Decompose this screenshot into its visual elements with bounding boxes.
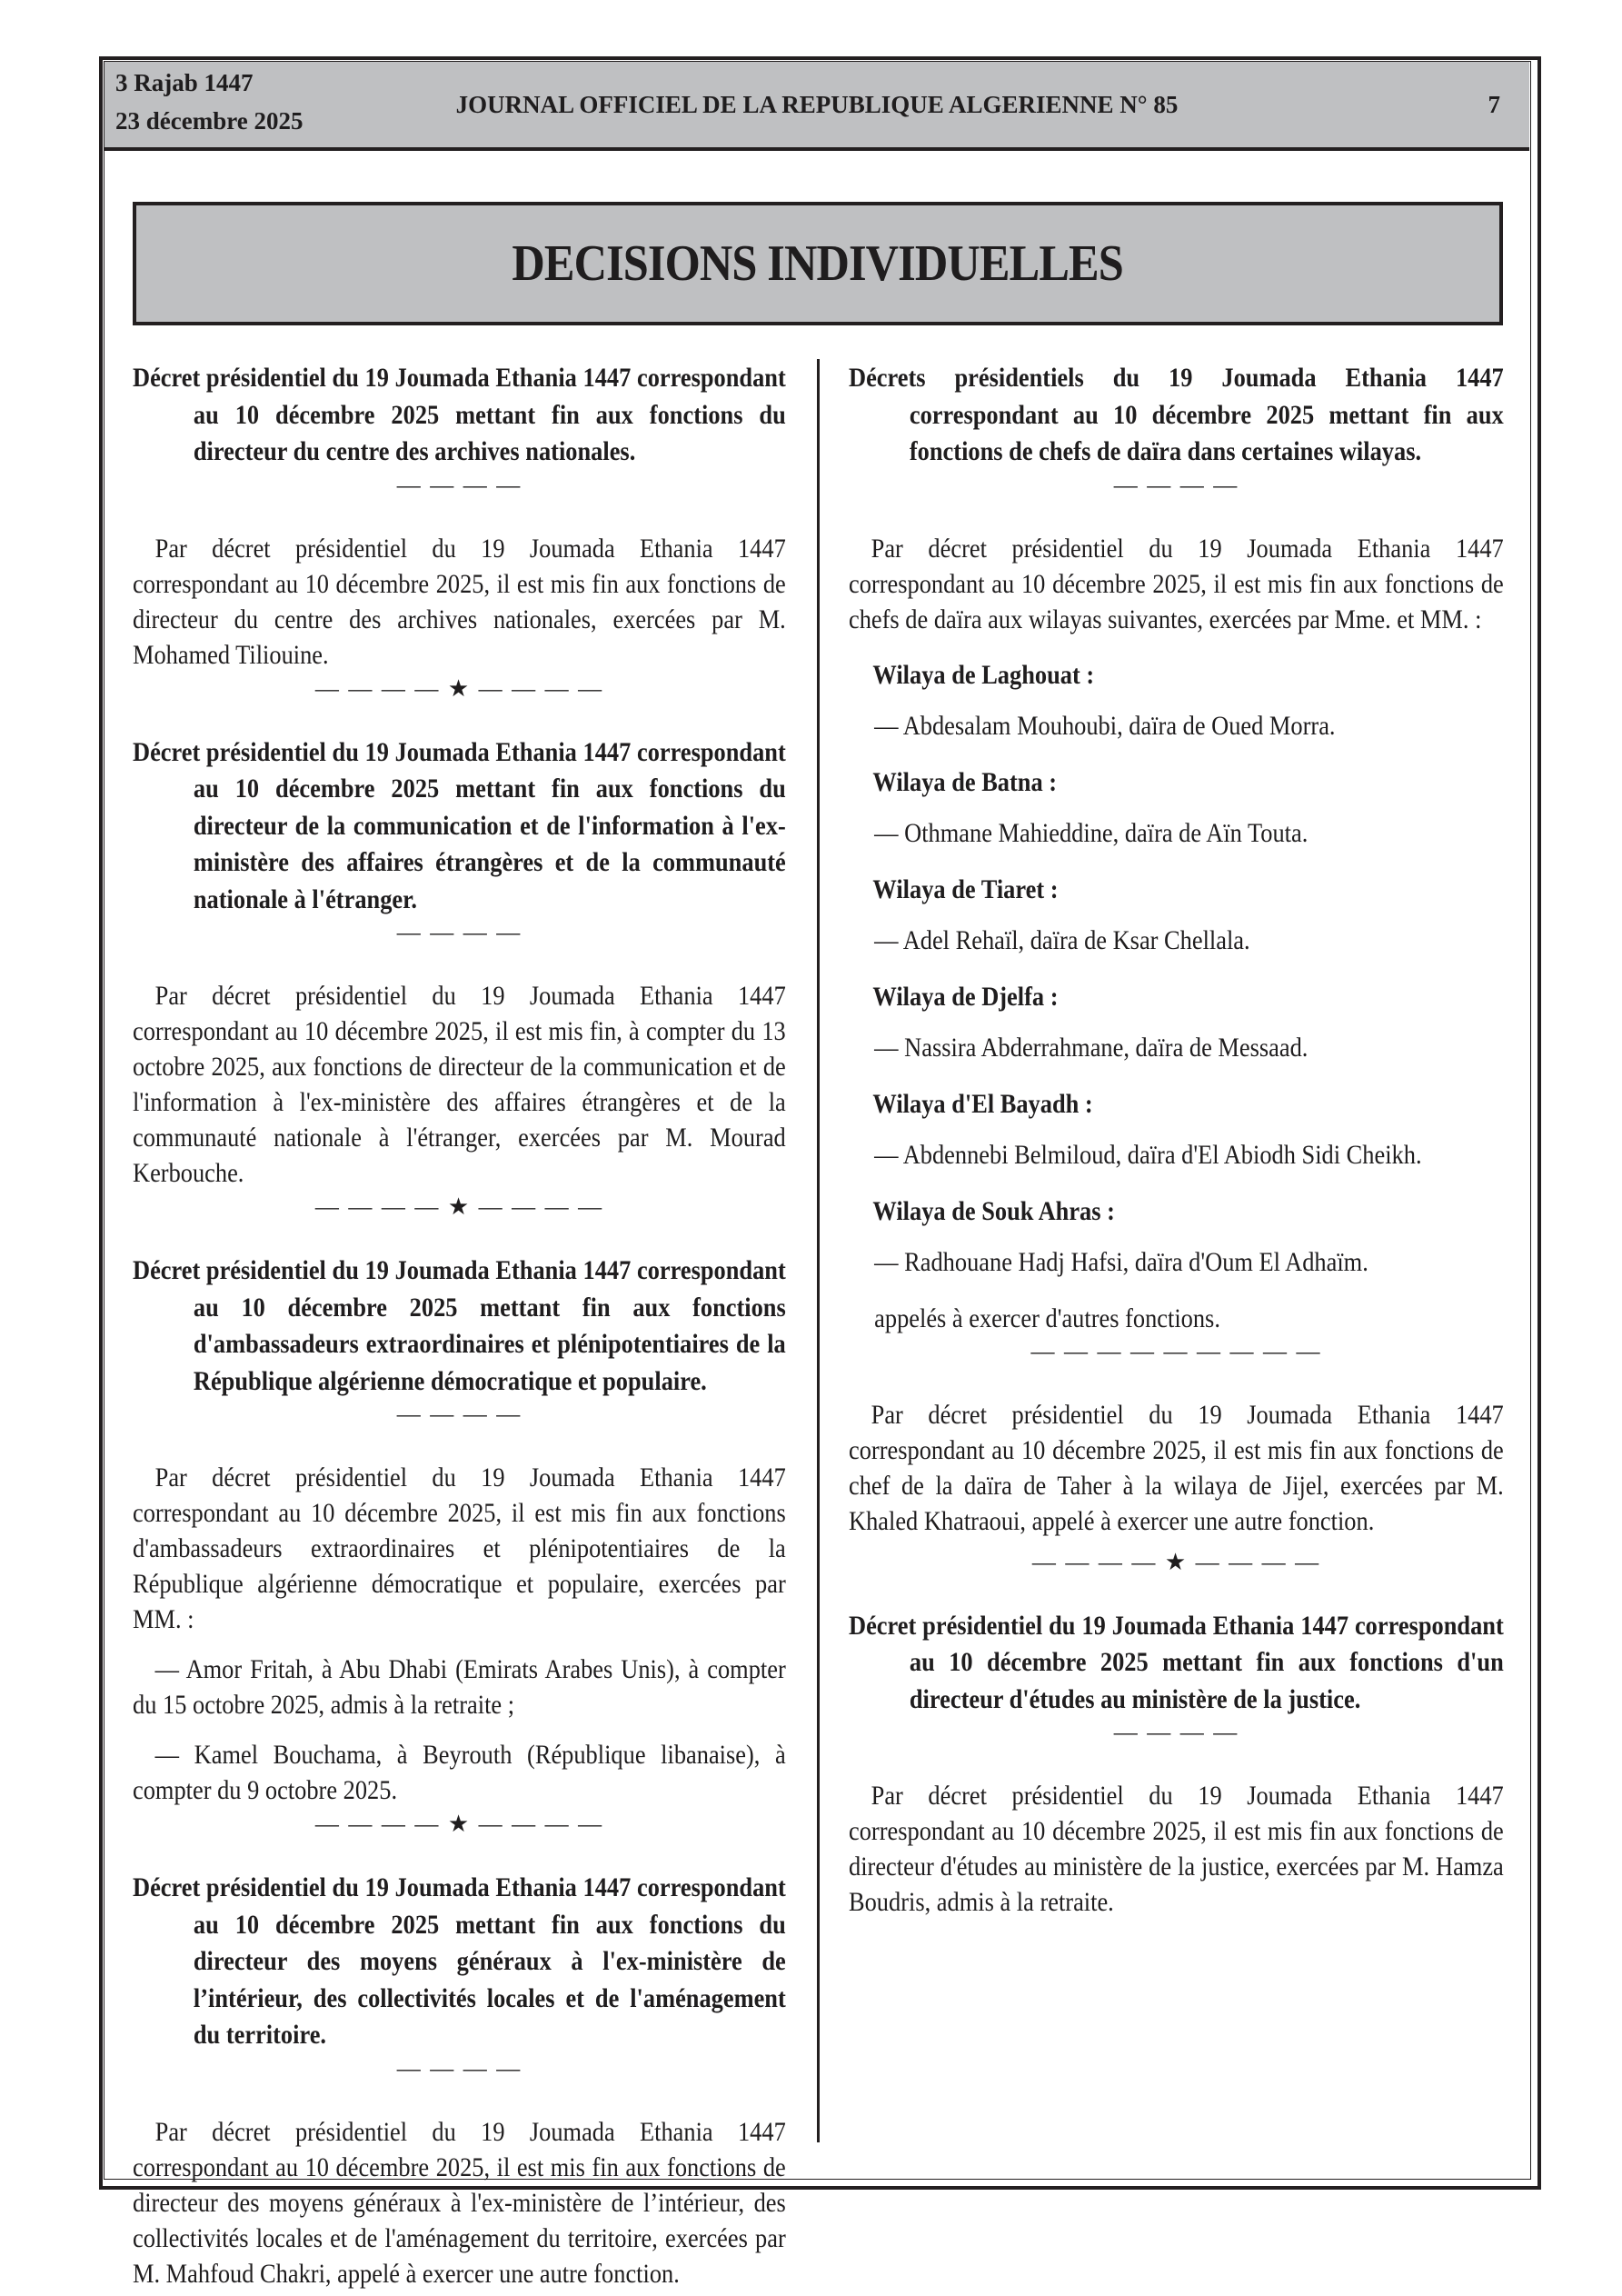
list-item: — Abdennebi Belmiloud, daïra d'El Abiodh Sidi Cheikh. <box>874 1139 1422 1170</box>
star-separator: — — — — ★ — — — — <box>314 674 604 702</box>
wilaya-label: Wilaya de Souk Ahras : <box>872 1195 1115 1226</box>
list-item: — Nassira Abderrahmane, daïra de Messaad. <box>874 1032 1309 1063</box>
decree-body: Par décret présidentiel du 19 Joumada Ethania 1447 correspondant au 10 décembre 2025, il est mis fin aux fonctions de chefs de daïra aux wilayas suivantes, exercées par Mme. et MM. : <box>849 533 1504 634</box>
separator: — — — — <box>1113 1719 1239 1745</box>
star-separator: — — — — ★ — — — — <box>1031 1548 1321 1575</box>
list-item: — Othmane Mahieddine, daïra de Aïn Touta. <box>874 817 1309 848</box>
long-separator: — — — — — — — — — <box>1030 1337 1322 1364</box>
list-item: — Radhouane Hadj Hafsi, daïra d'Oum El Adhaïm. <box>874 1246 1368 1277</box>
wilaya-label: Wilaya de Djelfa : <box>872 981 1059 1012</box>
journal-title: JOURNAL OFFICIEL DE LA REPUBLIQUE ALGERIENNE N° 85 <box>455 91 1179 118</box>
column-divider <box>817 359 820 2142</box>
wilaya-label: Wilaya de Tiaret : <box>872 873 1059 904</box>
wilaya-label: Wilaya de Batna : <box>872 766 1058 797</box>
decree-body: Par décret présidentiel du 19 Joumada Ethania 1447 correspondant au 10 décembre 2025, il est mis fin aux fonctions de directeur d'études au ministère de la justice, exercées par M. Hamza Boudris, admis à la retraite. <box>849 1781 1504 1917</box>
closing-text: appelés à exercer d'autres fonctions. <box>874 1303 1220 1333</box>
gregorian-date: 23 décembre 2025 <box>115 107 304 135</box>
decree-body: Par décret présidentiel du 19 Joumada Ethania 1447 correspondant au 10 décembre 2025, il est mis fin, à compter du 13 octobre 2025, aux fonctions de directeur de la communication et de l'information à l'ex-ministère des affaires étrangères et de la communauté nationale à l'étranger, exercées par M. Mourad Kerbouche. <box>133 981 786 1188</box>
decree-body: Par décret présidentiel du 19 Joumada Ethania 1447 correspondant au 10 décembre 2025, il est mis fin aux fonctions de directeur des moyens généraux à l'ex-ministère de l’intérieur, des collectivités locales et de l'aménagement du territoire, exercées par M. Mahfoud Chakri, appelé à exercer une autre fonction. <box>133 2116 786 2289</box>
wilaya-label: Wilaya de Laghouat : <box>872 659 1095 690</box>
list-item: — Abdesalam Mouhoubi, daïra de Oued Morra. <box>874 710 1336 741</box>
list-item: — Adel Rehaïl, daïra de Ksar Chellala. <box>874 924 1250 955</box>
journal-header <box>104 62 1529 151</box>
decree-heading: Décret présidentiel du 19 Joumada Ethania 1447 correspondant au 10 décembre 2025 mettant fin aux fonctions d'ambassadeurs extraordinaires et plénipotentiaires de la République algérienne démocratique et populaire. <box>133 1255 786 1396</box>
star-separator: — — — — ★ — — — — <box>314 1193 604 1220</box>
decree-heading: Décret présidentiel du 19 Joumada Ethania 1447 correspondant au 10 décembre 2025 mettant fin aux fonctions du directeur du centre des archives nationales. <box>133 363 786 466</box>
decree-heading: Décret présidentiel du 19 Joumada Ethania 1447 correspondant au 10 décembre 2025 mettant fin aux fonctions du directeur de la communication et de l'information à l'ex-ministère des affaires étrangères et de la communauté nationale à l'étranger. <box>133 736 786 914</box>
star-separator: — — — — ★ — — — — <box>314 1811 604 1837</box>
decree-body: Par décret présidentiel du 19 Joumada Ethania 1447 correspondant au 10 décembre 2025, il est mis fin aux fonctions de directeur du centre des archives nationales, exercées par M. Mohamed Tiliouine. <box>133 533 786 670</box>
page-number: 7 <box>1488 91 1500 118</box>
decree-heading: Décret présidentiel du 19 Joumada Ethania 1447 correspondant au 10 décembre 2025 mettant fin aux fonctions d'un directeur d'études au ministère de la justice. <box>849 1610 1504 1714</box>
decree-body: Par décret présidentiel du 19 Joumada Ethania 1447 correspondant au 10 décembre 2025, il est mis fin aux fonctions d'ambassadeurs extraordinaires et plénipotentiaires de la République algérienne démocratique et populaire, exercées par MM. : <box>133 1462 786 1634</box>
list-item: — Kamel Bouchama, à Beyrouth (République libanaise), à compter du 9 octobre 2025. <box>133 1740 786 1805</box>
separator: — — — — <box>396 919 522 945</box>
section-title-box <box>133 202 1503 325</box>
decree-heading: Décrets présidentiels du 19 Joumada Ethania 1447 correspondant au 10 décembre 2025 mettant fin aux fonctions de chefs de daïra dans certaines wilayas. <box>849 363 1504 466</box>
left-column <box>133 360 786 2291</box>
right-column <box>849 360 1504 1920</box>
wilaya-label: Wilaya d'El Bayadh : <box>872 1088 1093 1119</box>
decree-body: Par décret présidentiel du 19 Joumada Ethania 1447 correspondant au 10 décembre 2025, il est mis fin aux fonctions de chef de la daïra de Taher à la wilaya de Jijel, exercées par M. Khaled Khatraoui, appelé à exercer une autre fonction. <box>849 1399 1504 1536</box>
separator: — — — — <box>396 2054 522 2081</box>
separator: — — — — <box>396 471 522 498</box>
list-item: — Amor Fritah, à Abu Dhabi (Emirats Arabes Unis), à compter du 15 octobre 2025, admis à la retraite ; <box>133 1654 786 1720</box>
separator: — — — — <box>1113 471 1239 498</box>
separator: — — — — <box>396 1401 522 1427</box>
section-title: DECISIONS INDIVIDUELLES <box>512 235 1124 292</box>
decree-heading: Décret présidentiel du 19 Joumada Ethania 1447 correspondant au 10 décembre 2025 mettant fin aux fonctions du directeur des moyens généraux à l'ex-ministère de l’intérieur, des collectivités locales et de l'aménagement du territoire. <box>133 1872 786 2050</box>
hijri-date: 3 Rajab 1447 <box>115 69 254 96</box>
